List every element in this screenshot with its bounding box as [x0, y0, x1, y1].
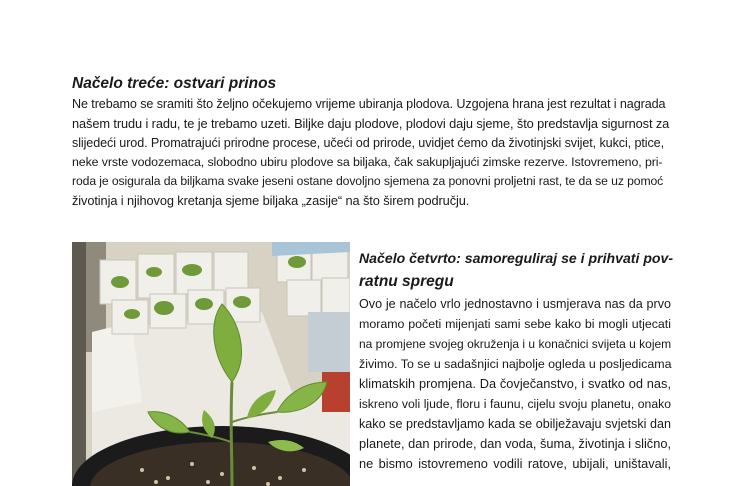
section-3-paragraph	[72, 95, 670, 211]
seedling-photo	[72, 242, 350, 486]
paragraph-line: klimatskih promjena. Da čovječanstvo, i svatko od nas,	[359, 376, 671, 391]
heading-line: ratnu spregu	[359, 273, 454, 290]
paragraph-line: ne bismo istovremeno vodili ratove, ubijali, uništavali,	[359, 456, 671, 471]
section-4-paragraph	[359, 294, 671, 474]
section-heading-principle-3: Načelo treće: ostvari prinos	[72, 75, 277, 92]
paragraph-line: životinja i njihovog kretanja sjeme biljaka „zasije“ na što širem području.	[72, 193, 470, 209]
paragraph-line: našem trudu i radu, te je trebamo uzeti. Biljke daju plodove, plodovi daju sjeme, što predstavlja sigurnost za	[72, 116, 670, 132]
paragraph-line: kako se predstavljamo kada se obilježavaju svjetski dan	[359, 417, 671, 431]
paragraph-line: iskreno voli ljude, floru i faunu, cijelu svoju planetu, onako	[359, 397, 671, 411]
heading-line: Načelo četvrto: samoreguliraj se i prihvati pov-	[359, 250, 674, 266]
paragraph-line: slijedeći urod. Promatrajući prirodne procese, učeći od prirode, uvidjet ćemo da životinjski svijet, kukci, ptice,	[72, 135, 664, 150]
paragraph-line: živimo. To se u sadašnjici najbolje ogleda u posljedicama	[359, 357, 672, 371]
paragraph-line: planete, dan prirode, dan voda, šuma, životinja i slično,	[359, 436, 671, 451]
paragraph-line: na promjene svojeg okruženja i u konačnici svijeta u kojem	[359, 337, 672, 351]
paragraph-line: Ne trebamo se sramiti što željno očekujemo vrijeme ubiranja plodova. Uzgojena hrana jest rezultat i nagrada	[72, 97, 666, 111]
paragraph-line: Ovo je načelo vrlo jednostavno i usmjerava nas da prvo	[359, 297, 671, 311]
paragraph-line: moramo početi mijenjati sami sebe kako bi mogli utjecati	[359, 317, 671, 331]
paragraph-line: roda je osigurala da biljkama svake jeseni ostane dovoljno sjemena za ponovni proljetni rast, te da se uz pomoć	[72, 174, 664, 189]
section-heading-principle-4	[359, 247, 674, 293]
paragraph-line: neke vrste vodozemaca, slobodno ubiru plodove sa biljaka, čak sakupljajući zimske rezerve. Istovremeno, pri-	[72, 154, 663, 169]
